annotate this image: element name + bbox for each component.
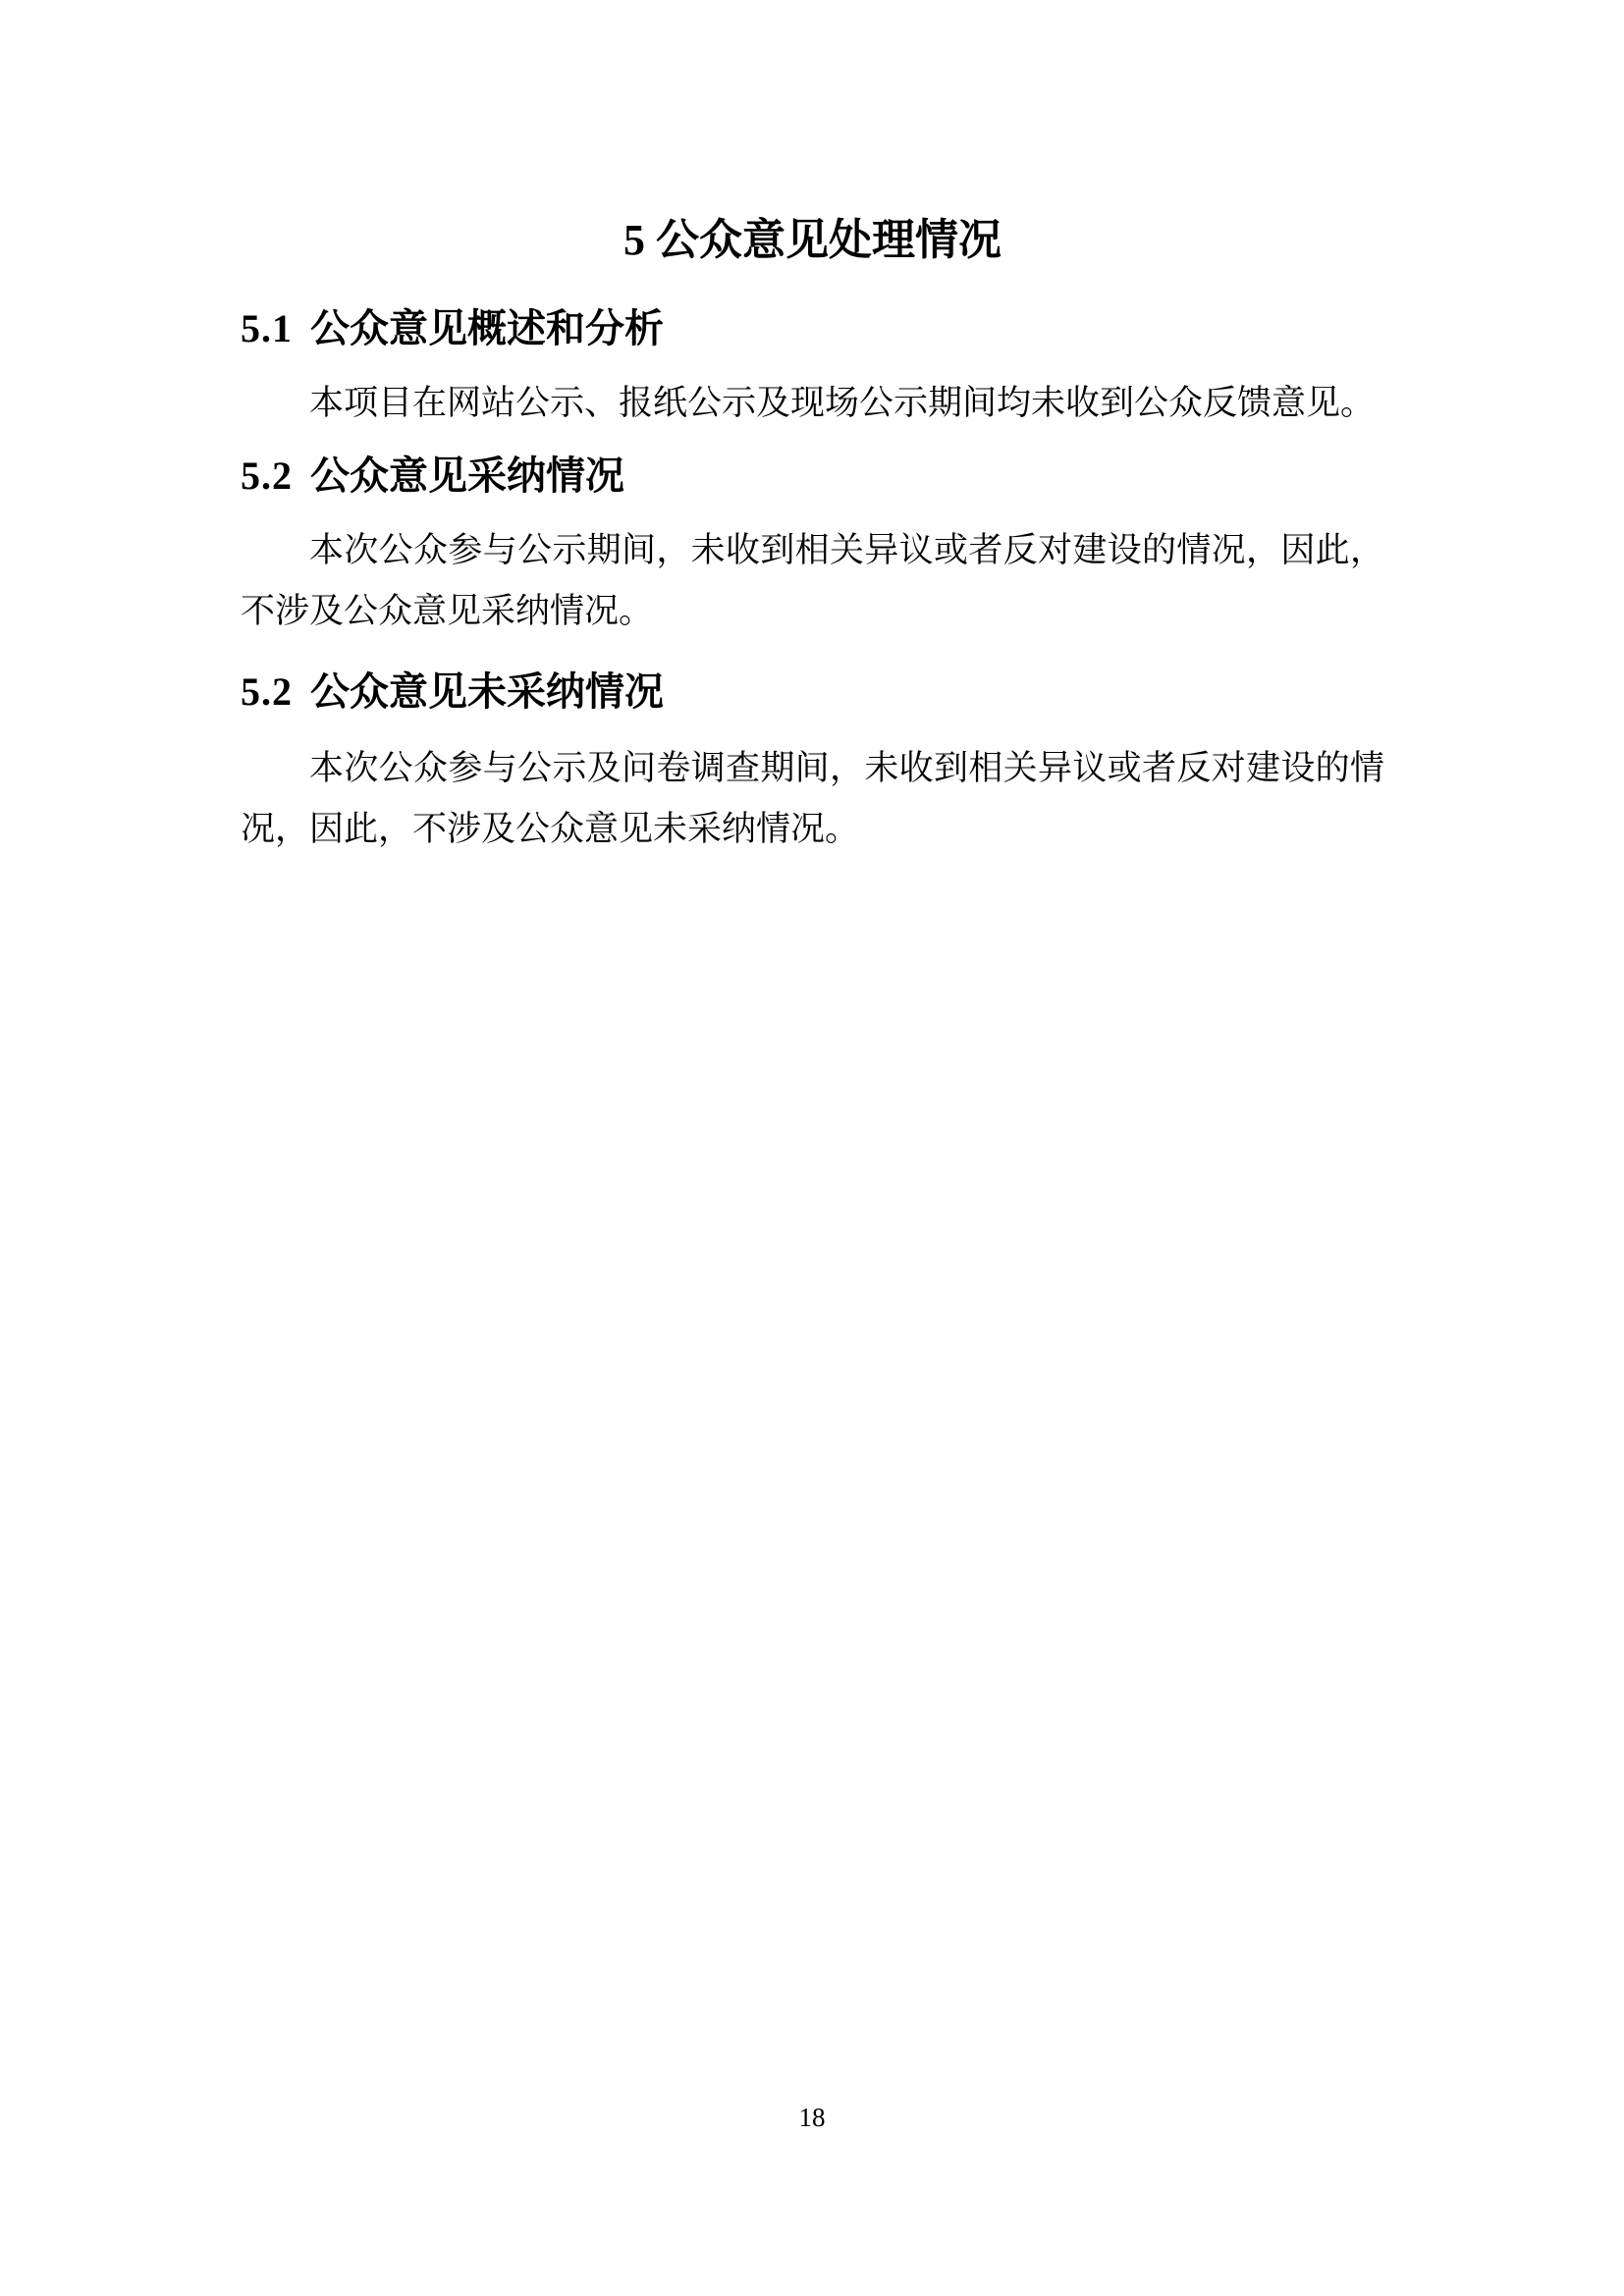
page-title: 5 公众意见处理情况 bbox=[623, 216, 1001, 264]
section-heading-text: 公众意见概述和分析 bbox=[310, 306, 664, 350]
section-heading-5-1 bbox=[241, 306, 1384, 351]
section-number: 5.1 bbox=[241, 306, 293, 350]
content-area bbox=[241, 0, 1384, 860]
section-heading-text: 公众意见采纳情况 bbox=[310, 454, 624, 498]
section-heading-5-2 bbox=[241, 454, 1384, 499]
section-paragraph: 本次公众参与公示及问卷调查期间，未收到相关异议或者反对建设的情况，因此，不涉及公众意见未采纳情况。 bbox=[241, 749, 1384, 848]
section-heading-text: 公众意见未采纳情况 bbox=[310, 669, 664, 714]
section-paragraph: 本项目在网站公示、报纸公示及现场公示期间均未收到公众反馈意见。 bbox=[309, 384, 1376, 422]
section-heading-5-2b bbox=[241, 669, 1384, 715]
section-paragraph: 本次公众参与公示期间，未收到相关异议或者反对建设的情况，因此，不涉及公众意见采纳情况。 bbox=[241, 531, 1384, 630]
page-number: 18 bbox=[798, 2103, 826, 2132]
section-number: 5.2 bbox=[241, 669, 293, 714]
section-number: 5.2 bbox=[241, 454, 293, 498]
